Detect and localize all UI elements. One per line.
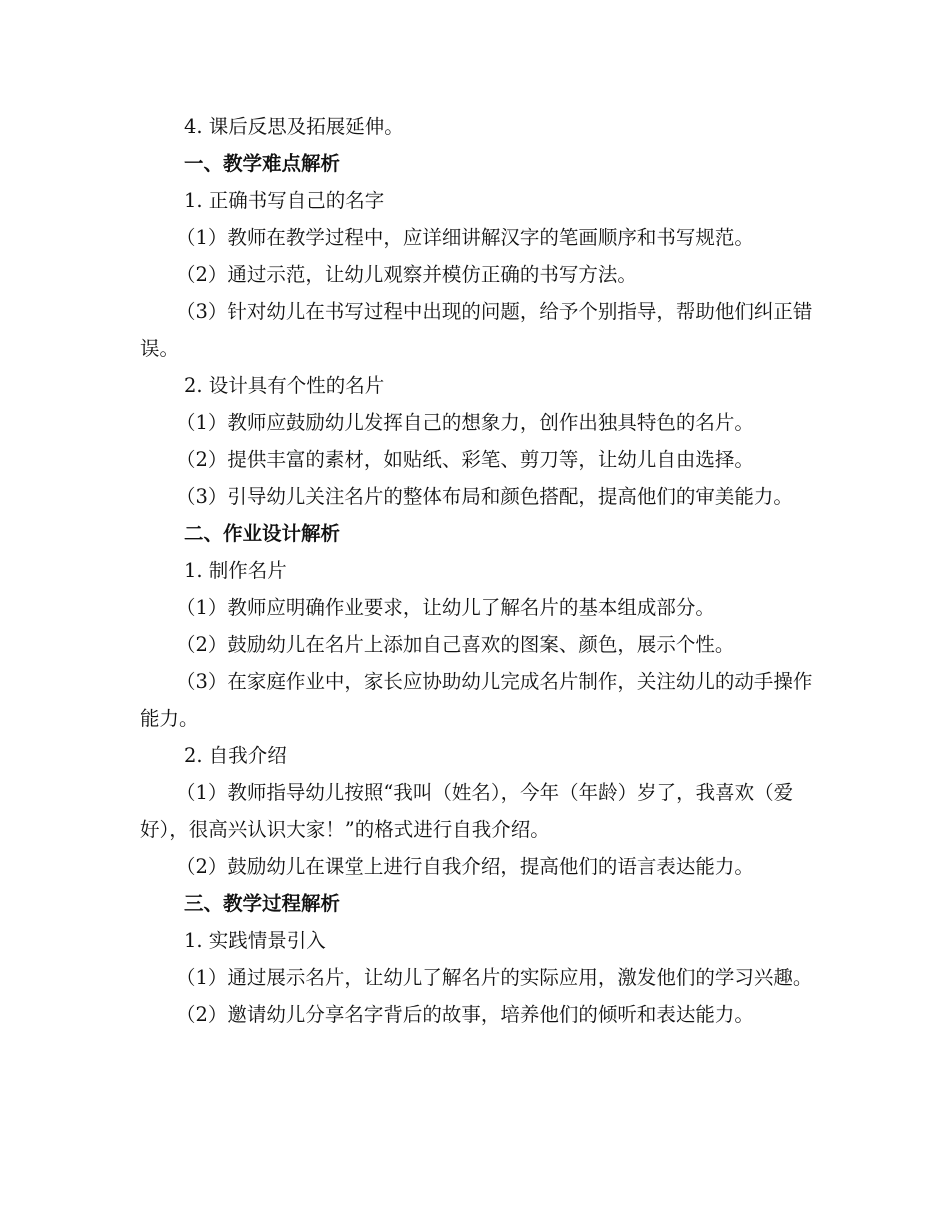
list-item: 1. 制作名片 [184,559,287,582]
sub-item: （1）教师应明确作业要求，让幼儿了解名片的基本组成部分。 [176,596,715,619]
sub-item: （1）教师指导幼儿按照“我叫（姓名），今年（年龄）岁了，我喜欢（爱好），很高兴认识大家！”的格式进行自我介绍。 [140,781,794,841]
list-item: 1. 正确书写自己的名字 [184,189,385,212]
sub-item: （3）引导幼儿关注名片的整体布局和颜色搭配，提高他们的审美能力。 [176,485,793,508]
section-heading: 三、教学过程解析 [184,892,341,915]
list-item: 2. 设计具有个性的名片 [184,374,385,397]
sub-item: （2）通过示范，让幼儿观察并模仿正确的书写方法。 [176,263,637,286]
list-item: 2. 自我介绍 [184,744,287,767]
list-item: 1. 实践情景引入 [184,929,326,952]
sub-item: （2）邀请幼儿分享名字背后的故事，培养他们的倾听和表达能力。 [176,1003,754,1026]
document-body [140,108,820,1033]
sub-item: （2）鼓励幼儿在课堂上进行自我介绍，提高他们的语言表达能力。 [176,855,754,878]
sub-item: （1）教师在教学过程中，应详细讲解汉字的笔画顺序和书写规范。 [176,226,754,249]
sub-item: （1）通过展示名片，让幼儿了解名片的实际应用，激发他们的学习兴趣。 [176,966,813,989]
list-item: 4. 课后反思及拓展延伸。 [184,115,404,138]
sub-item: （3）针对幼儿在书写过程中出现的问题，给予个别指导，帮助他们纠正错误。 [140,300,813,360]
section-heading: 一、教学难点解析 [184,152,341,175]
sub-item: （1）教师应鼓励幼儿发挥自己的想象力，创作出独具特色的名片。 [176,411,754,434]
section-heading: 二、作业设计解析 [184,522,341,545]
sub-item: （3）在家庭作业中，家长应协助幼儿完成名片制作，关注幼儿的动手操作能力。 [140,670,813,730]
sub-item: （2）提供丰富的素材，如贴纸、彩笔、剪刀等，让幼儿自由选择。 [176,448,754,471]
sub-item: （2）鼓励幼儿在名片上添加自己喜欢的图案、颜色，展示个性。 [176,633,735,656]
